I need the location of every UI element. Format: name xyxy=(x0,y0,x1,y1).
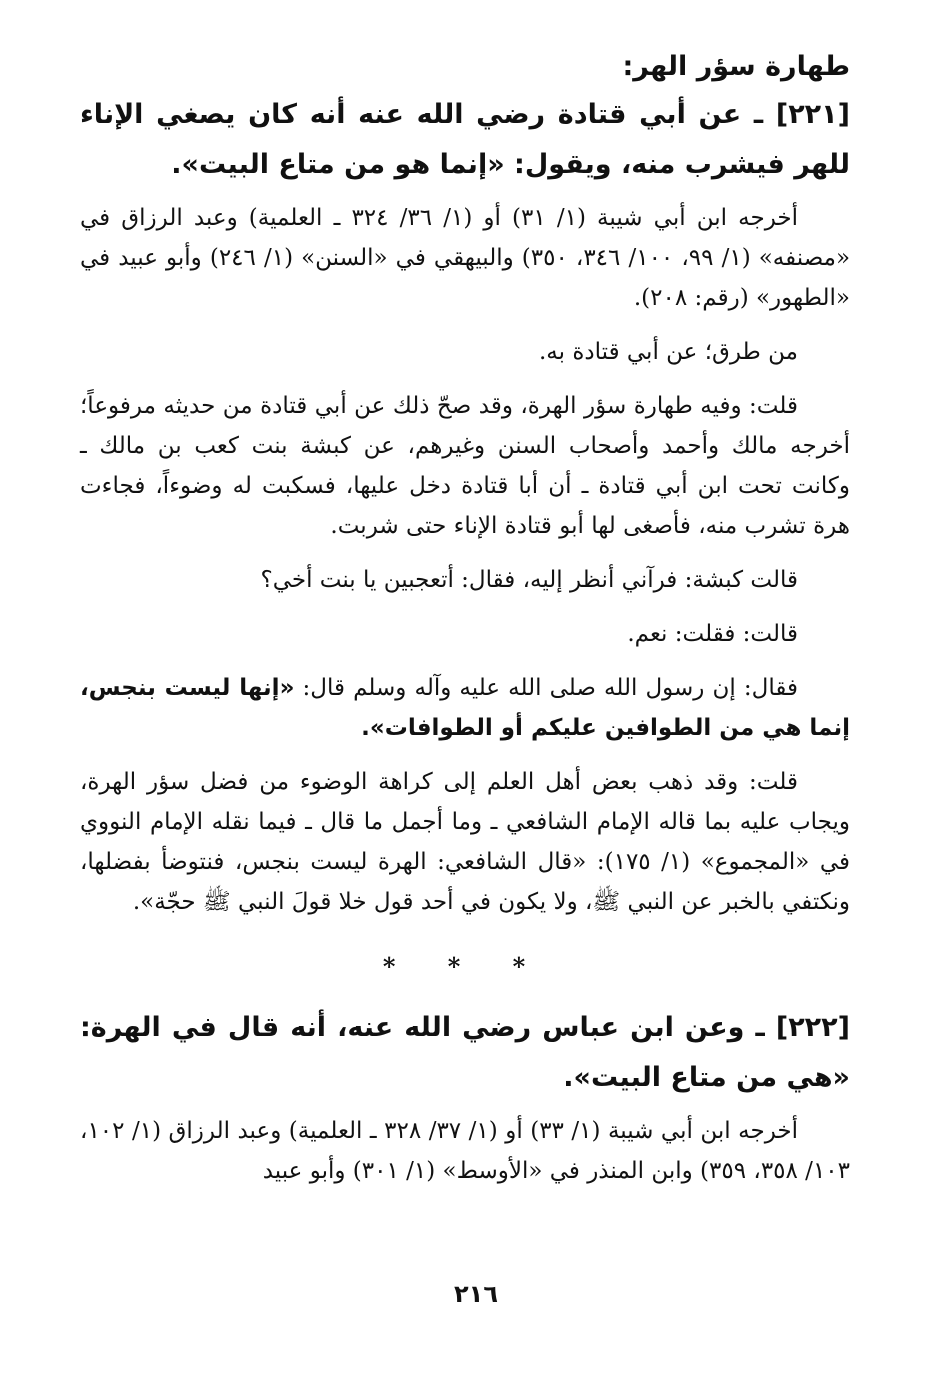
dialog-line-3-intro: فقال: إن رسول الله صلى الله عليه وآله وسلم قال: xyxy=(294,675,798,701)
dialog-line-1: قالت كبشة: فرآني أنظر إليه، فقال: أتعجبين يا بنت أخي؟ xyxy=(260,567,798,593)
turuq-221: من طرق؛ عن أبي قتادة به. xyxy=(538,339,798,365)
page-number: ٢١٦ xyxy=(454,1280,498,1308)
hadith-221: [٢٢١] ـ عن أبي قتادة رضي الله عنه أنه كان يصغي الإناء للهر فيشرب منه، ويقول: «إنما هو من متاع البيت». xyxy=(80,99,850,180)
page-content xyxy=(80,44,850,1205)
dialog-line-2: قالت: فقلت: نعم. xyxy=(627,621,798,647)
section-separator: * * * xyxy=(382,952,548,981)
dialog-line-3-quote: «إنها ليست بنجس، إنما هي من الطوافين عليكم أو الطوافات». xyxy=(80,675,850,741)
takhrij-221: أخرجه ابن أبي شيبة (١/ ٣١) أو (١/ ٣٦/ ٣٢٤ ـ العلمية) وعبد الرزاق في «مصنفه» (١/ ٩٩، ١٠٠/ ٣٤٦، ٣٥٠) والبيهقي في «السنن» (١/ ٢٤٦) وأبو عبيد في «الطهور» (رقم: ٢٠٨). xyxy=(80,205,851,311)
hadith-222: [٢٢٢] ـ وعن ابن عباس رضي الله عنه، أنه قال في الهرة: «هي من متاع البيت». xyxy=(80,1012,850,1093)
section-title: طهارة سؤر الهر: xyxy=(622,51,850,82)
commentary-note-1: قلت: وفيه طهارة سؤر الهرة، وقد صحّ ذلك عن أبي قتادة من حديثه مرفوعاً؛ أخرجه مالك وأحمد وأصحاب السنن وغيرهم، عن كبشة بنت كعب بن مالك ـ وكانت تحت ابن أبي قتادة ـ أن أبا قتادة دخل عليها، فسكبت له وضوءاً، فجاءت هرة تشرب منه، فأصغى لها أبو قتادة الإناء حتى شربت. xyxy=(80,393,850,539)
dialog-line-3 xyxy=(80,668,850,748)
commentary-note-2: قلت: وقد ذهب بعض أهل العلم إلى كراهة الوضوء من فضل سؤر الهرة، ويجاب عليه بما قاله الإمام الشافعي ـ وما أجمل ما قال ـ فيما نقله الإمام النووي في «المجموع» (١/ ١٧٥): «قال الشافعي: الهرة ليست بنجس، فنتوضأ بفضلها، ونكتفي بالخبر عن النبي ﷺ، ولا يكون في أحد قول خلا قولَ النبي ﷺ حجّة». xyxy=(80,769,850,915)
takhrij-222: أخرجه ابن أبي شيبة (١/ ٣٣) أو (١/ ٣٧/ ٣٢٨ ـ العلمية) وعبد الرزاق (١/ ١٠٢، ١٠٣/ ٣٥٨، ٣٥٩) وابن المنذر في «الأوسط» (١/ ٣٠١) وأبو عبيد xyxy=(80,1118,850,1184)
